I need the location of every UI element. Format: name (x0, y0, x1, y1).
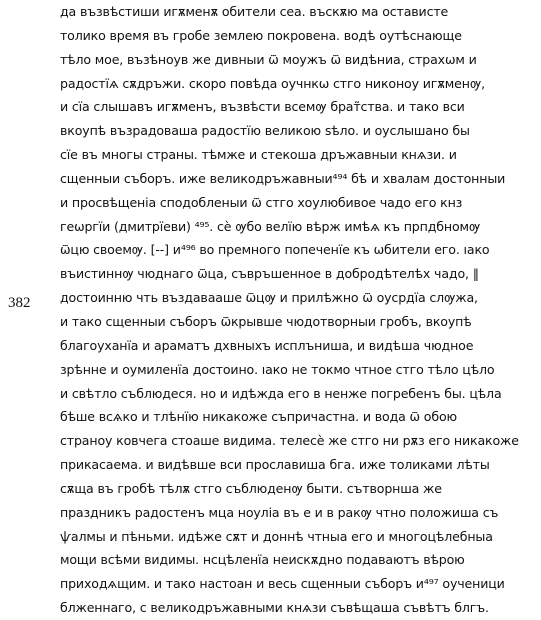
text-line: вкоупѣ възрадоваша радостїю великою ѕѣло. и оуслышано бы (60, 123, 470, 139)
text-line: блженнаго, с великодръжавными кнѧзи съвѣщаша съвѣтъ блгъ. (60, 600, 489, 616)
text-line: праздникъ радостенъ мца ноуліа въ е и в ракѹ чтно положиша съ (60, 504, 499, 520)
text-line: и тако сщенныи съборъ ѿкрывше чюдотворныи гробъ, вкоупѣ (60, 313, 472, 329)
text-line: зрѣнне и оумиленїа достоино. ıако не токмо чтное стго тѣло цѣло (60, 361, 495, 377)
text-line: и сїа слышавъ игѫменъ, възвѣсти всемѹ брат̃ства. и тако вси (60, 99, 465, 115)
text-line: сїе въ многы страны. тѣмже и стекоша дръжавныи кнѧзи. и (60, 147, 457, 163)
text-line: толико время въ гробе землею покровена. водѣ оутѣснающе (60, 27, 462, 43)
text-line: бѣше всѧко и тлѣнїю никакоже съпричастна. и вода ѿ обою (60, 409, 457, 425)
text-line: приходѧщим. и тако настоан и весь сщенныи съборъ и⁴⁹⁷ оученици (60, 576, 505, 592)
text-line: страноу ковчега стоаше видима. телесѐ же стго ни рѫз его никакоже (60, 433, 519, 449)
text-line: и свѣтло съблюдеся. но и идѣжда его в ненже погребенъ бы. цѣла (60, 385, 502, 401)
text-line: сщенныи съборъ. иже великодръжавныи⁴⁹⁴ бѣ и хвалам достонныи (60, 170, 506, 186)
text-line: ѱалмы и пѣньми. идѣже сѫт и доннѣ чтныа его и многоцѣлебныа (60, 528, 493, 544)
text-line: да възвѣстиши игѫменѫ обители сеа. въскѫю ма остависте (60, 4, 449, 19)
text-line: геѡргїи (дмитрїеви) ⁴⁹⁵. сѐ ѹбо велїю вѣрж имѣѧ къ прпдбномѹ (60, 218, 481, 234)
text-line: и просвѣщеніа сподобленыи ѿ стго хоулюбивое чадо его кнз (60, 194, 463, 210)
text-line: въистиннѹ чюднаго ѿца, съвръшеннoе в добродѣтелѣх чадо, ‖ (60, 266, 479, 282)
text-line: благоуханїа и араматъ дхвныхъ исплъниша, и видѣша чюдное (60, 337, 474, 353)
text-block (60, 0, 534, 620)
text-line: прикасаема. и видѣвше вси прославиша бга. иже толиками лѣты (60, 457, 490, 473)
text-line: тѣло мое, възѣноув же дивныи ѿ моужъ ѿ видѣниа, страхѡм и (60, 51, 477, 67)
text-line: достоинню чть въздавааше ѿцѹ и прилѣжно ѿ оусрдїа слѹжа, (60, 290, 478, 306)
text-line: ѿцю своемѹ. [--] и⁴⁹⁶ во премнoго попеченїе къ ѡбители его. ıако (60, 242, 490, 258)
text-line: радостїѧ сѫдръжи. скоро повѣда оучнкѡ стго никоноу игѫменѹ, (60, 75, 485, 91)
text-line: мощи всѣми видимы. нсцѣленїа неискѫдно подаваютъ вѣрою (60, 552, 465, 568)
text-line: сѫща въ гробѣ тѣлѫ стго съблюденѹ быти. сътворнша же (60, 480, 442, 496)
page-margin-number: 382 (8, 295, 31, 311)
